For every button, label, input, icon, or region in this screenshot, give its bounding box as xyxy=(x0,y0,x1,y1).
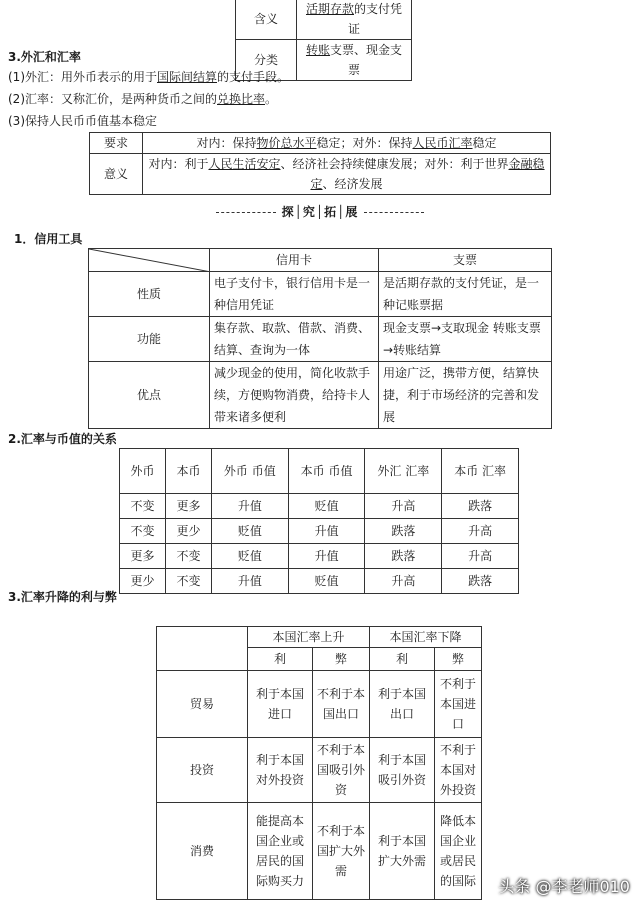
fx-pros-cons-table xyxy=(156,626,482,900)
row-value: 对内：利于人民生活安定、经济社会持续健康发展；对外：利于世界金融稳定、经济发展 xyxy=(143,154,551,195)
table-cell: 减少现金的使用，简化收款手续，方便购物消费，给持卡人带来诸多便利 xyxy=(210,362,379,429)
table-cell: 升高 xyxy=(442,519,519,544)
table-cell: 不利于本国对外投资 xyxy=(435,738,482,803)
table-row xyxy=(157,803,482,900)
column-header: 外币 xyxy=(120,449,166,494)
column-header: 外汇 汇率 xyxy=(365,449,442,494)
column-subheader: 利 xyxy=(248,648,313,671)
section-heading: 2.汇率与币值的关系 xyxy=(8,432,117,446)
table-cell: 更少 xyxy=(120,569,166,594)
row-key: 要求 xyxy=(90,133,143,154)
row-value: 对内：保持物价总水平稳定；对外：保持人民币汇率稳定 xyxy=(143,133,551,154)
table-cell: 集存款、取款、借款、消费、结算、查询为一体 xyxy=(210,317,379,362)
table-cell: 利于本国扩大外需 xyxy=(370,803,435,900)
column-header: 外币 币值 xyxy=(211,449,288,494)
table-cell: 更多 xyxy=(120,544,166,569)
table-cell: 利于本国出口 xyxy=(370,671,435,738)
column-subheader: 弊 xyxy=(313,648,370,671)
table-cell: 升高 xyxy=(442,544,519,569)
table-row xyxy=(120,569,519,594)
table-row xyxy=(90,133,551,154)
row-key: 功能 xyxy=(89,317,210,362)
table-row xyxy=(89,362,552,429)
column-header: 本币 xyxy=(165,449,211,494)
table-cell: 现金支票→支取现金 转账支票→转账结算 xyxy=(379,317,552,362)
table-cell: 不利于本国吸引外资 xyxy=(313,738,370,803)
diagonal-header-cell xyxy=(89,249,210,272)
table-cell: 利于本国对外投资 xyxy=(248,738,313,803)
row-value: 转账支票、现金支票 xyxy=(297,40,412,81)
section-ornament: 探│究│拓│展 xyxy=(0,203,640,220)
table-row xyxy=(236,0,412,40)
table-row xyxy=(90,154,551,195)
credit-tools-table xyxy=(88,248,552,429)
table-cell: 电子支付卡，银行信用卡是一种信用凭证 xyxy=(210,272,379,317)
table-cell: 升值 xyxy=(211,494,288,519)
table-cell: 贬值 xyxy=(211,544,288,569)
column-header: 本国汇率上升 xyxy=(248,627,370,648)
table-cell: 不变 xyxy=(120,494,166,519)
table-cell: 不变 xyxy=(165,544,211,569)
table-header-row xyxy=(157,627,482,648)
section-heading: 1．信用工具 xyxy=(14,232,83,246)
table-row xyxy=(120,519,519,544)
table-row xyxy=(157,671,482,738)
table-cell: 不利于本国扩大外需 xyxy=(313,803,370,900)
table-cell: 贬值 xyxy=(288,569,365,594)
table-row xyxy=(157,738,482,803)
table-row xyxy=(120,494,519,519)
table-cell: 降低本国企业或居民的国际 xyxy=(435,803,482,900)
table-cell: 升高 xyxy=(365,494,442,519)
table-cell: 不变 xyxy=(120,519,166,544)
row-key: 意义 xyxy=(90,154,143,195)
corner-cell xyxy=(157,627,248,671)
table-cell: 升值 xyxy=(288,519,365,544)
table-cell: 是活期存款的支付凭证，是一种记账票据 xyxy=(379,272,552,317)
row-key: 贸易 xyxy=(157,671,248,738)
column-header: 本国汇率下降 xyxy=(370,627,482,648)
watermark: 头条 @李老师010 xyxy=(498,877,630,896)
table-cell: 更多 xyxy=(165,494,211,519)
table-cell: 跌落 xyxy=(442,569,519,594)
section-heading: 3.汇率升降的利与弊 xyxy=(8,590,117,604)
table-row xyxy=(89,317,552,362)
paragraph: (1)外汇：用外币表示的用于国际间结算的支付手段。 xyxy=(8,70,290,84)
paragraph: (2)汇率：又称汇价，是两种货币之间的兑换比率。 xyxy=(8,92,278,106)
table-row xyxy=(89,249,552,272)
row-key: 投资 xyxy=(157,738,248,803)
table-cell: 升高 xyxy=(365,569,442,594)
row-key: 含义 xyxy=(236,0,297,40)
table-cell: 不利于本国出口 xyxy=(313,671,370,738)
row-key: 优点 xyxy=(89,362,210,429)
table-header-row xyxy=(120,449,519,494)
column-header: 支票 xyxy=(379,249,552,272)
table-cell: 更少 xyxy=(165,519,211,544)
exchange-rate-value-table xyxy=(119,448,519,594)
table-cell: 升值 xyxy=(211,569,288,594)
table-cell: 不变 xyxy=(165,569,211,594)
table-cell: 跌落 xyxy=(365,544,442,569)
table-cell: 跌落 xyxy=(365,519,442,544)
column-subheader: 利 xyxy=(370,648,435,671)
table-cell: 利于本国吸引外资 xyxy=(370,738,435,803)
row-key: 分类 xyxy=(236,40,297,81)
table-row xyxy=(120,544,519,569)
column-subheader: 弊 xyxy=(435,648,482,671)
column-header: 信用卡 xyxy=(210,249,379,272)
table-cell: 跌落 xyxy=(442,494,519,519)
table-cell: 升值 xyxy=(288,544,365,569)
diagonal-line xyxy=(89,249,211,272)
row-key: 性质 xyxy=(89,272,210,317)
paragraph: (3)保持人民币币值基本稳定 xyxy=(8,114,157,128)
table-cell: 贬值 xyxy=(211,519,288,544)
row-key: 消费 xyxy=(157,803,248,900)
table-row xyxy=(89,272,552,317)
table-cell: 不利于本国进口 xyxy=(435,671,482,738)
table-cell: 用途广泛，携带方便，结算快捷，利于市场经济的完善和发展 xyxy=(379,362,552,429)
table-cell: 利于本国进口 xyxy=(248,671,313,738)
section-heading: 3.外汇和汇率 xyxy=(8,50,81,64)
row-value: 活期存款的支付凭证 xyxy=(297,0,412,40)
table-cell: 能提高本国企业或居民的国际购买力 xyxy=(248,803,313,900)
column-header: 本币 汇率 xyxy=(442,449,519,494)
requirement-table xyxy=(89,132,551,195)
column-header: 本币 币值 xyxy=(288,449,365,494)
table-cell: 贬值 xyxy=(288,494,365,519)
